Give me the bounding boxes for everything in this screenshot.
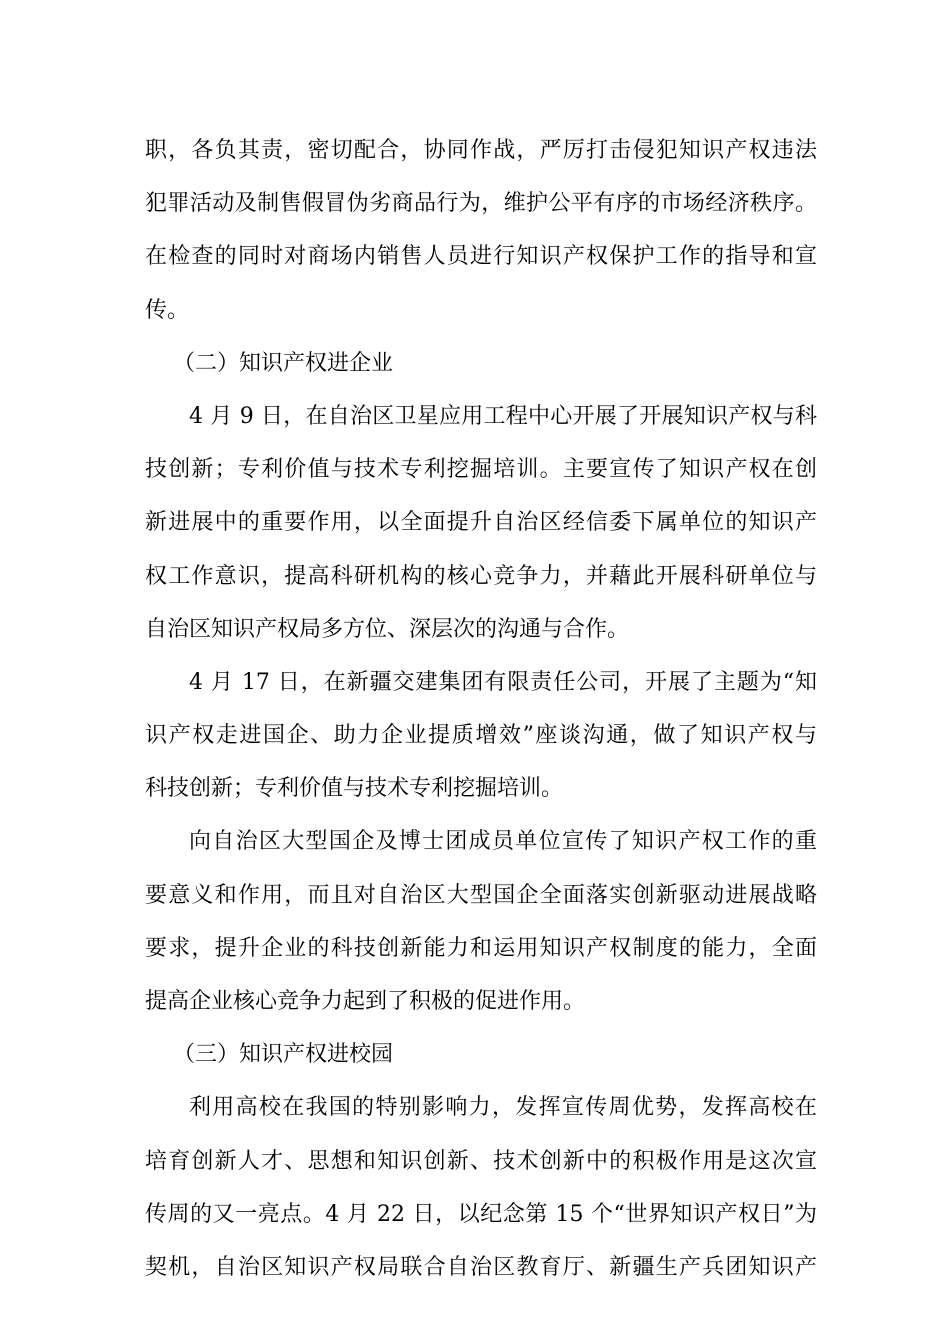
text-line: 权工作意识，提高科研机构的核心竞争力，并藉此开展科研单位与 — [145, 563, 817, 589]
text-line: 培育创新人才、思想和知识创新、技术创新中的积极作用是这次宣 — [145, 1148, 817, 1174]
text-line: 契机，自治区知识产权局联合自治区教育厅、新疆生产兵团知识产 — [145, 1254, 817, 1280]
text-line: 传。 — [145, 297, 190, 323]
section-heading: （二）知识产权进企业 — [173, 350, 394, 376]
text-line: 在检查的同时对商场内销售人员进行知识产权保护工作的指导和宣 — [145, 244, 817, 270]
text-line: 自治区知识产权局多方位、深层次的沟通与合作。 — [145, 616, 630, 642]
text-line: 利用高校在我国的特别影响力，发挥宣传周优势，发挥高校在 — [189, 1095, 817, 1121]
text-line: 要意义和作用，而且对自治区大型国企全面落实创新驱动进展战略 — [145, 882, 817, 908]
text-line: 提高企业核心竞争力起到了积极的促进作用。 — [145, 989, 586, 1014]
text-line: 向自治区大型国企及博士团成员单位宣传了知识产权工作的重 — [189, 829, 817, 855]
section-heading: （三）知识产权进校园 — [173, 1042, 394, 1068]
text-line: 犯罪活动及制售假冒伪劣商品行为，维护公平有序的市场经济秩序。 — [145, 191, 817, 217]
document-page — [145, 124, 817, 1294]
text-line: 识产权走进国企、助力企业提质增效”座谈沟通，做了知识产权与 — [145, 723, 817, 749]
text-line: 4 月 17 日，在新疆交建集团有限责任公司，开展了主题为“知 — [189, 669, 817, 695]
text-line: 传周的又一亮点。4 月 22 日，以纪念第 15 个“世界知识产权日”为 — [145, 1201, 817, 1227]
text-line: 要求，提升企业的科技创新能力和运用知识产权制度的能力，全面 — [145, 935, 817, 961]
text-line: 新进展中的重要作用，以全面提升自治区经信委下属单位的知识产 — [145, 510, 817, 536]
text-line: 技创新；专利价值与技术专利挖掘培训。主要宣传了知识产权在创 — [145, 457, 817, 483]
text-line: 4 月 9 日，在自治区卫星应用工程中心开展了开展知识产权与科 — [189, 403, 817, 429]
text-line: 职，各负其责，密切配合，协同作战，严厉打击侵犯知识产权违法 — [145, 138, 817, 163]
text-line: 科技创新；专利价值与技术专利挖掘培训。 — [145, 776, 564, 802]
